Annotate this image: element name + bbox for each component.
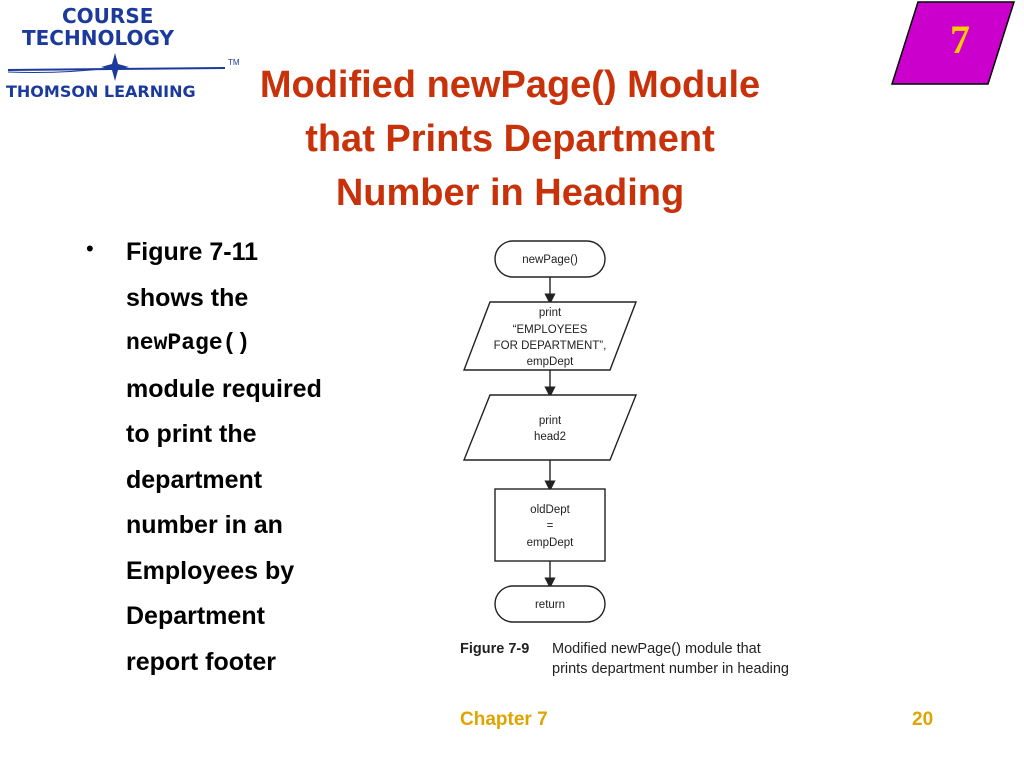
bullet-dot-icon: • [86, 236, 94, 261]
end-label: return [534, 599, 566, 611]
chapter-badge [890, 0, 1020, 88]
bullet-line: to print the [126, 420, 257, 448]
footer-chapter: Chapter 7 [460, 709, 548, 730]
chapter-number: 7 [950, 17, 970, 62]
io1-line: empDept [526, 356, 574, 368]
title-line-2: that Prints Department [305, 118, 715, 160]
bullet-item [86, 230, 386, 685]
title-line-3: Number in Heading [335, 172, 685, 214]
bullet-line: Department [126, 602, 265, 630]
bullet-line: Figure 7-11 [126, 238, 258, 266]
io1-line: “EMPLOYEES [512, 324, 588, 336]
bullet-line: shows the [126, 283, 249, 312]
process-line: oldDept [530, 504, 570, 516]
caption-line-2: prints department number in heading [552, 661, 789, 677]
io1-line: FOR DEPARTMENT”, [493, 340, 607, 352]
figure-number: Figure 7-9 [460, 641, 530, 657]
logo-line-3: THOMSON LEARNING [6, 82, 196, 101]
flowchart [450, 232, 650, 632]
io2-line: print [538, 415, 562, 427]
process-line: empDept [526, 537, 574, 549]
bullet-line: number in an [126, 511, 283, 539]
title-line-1: Modified newPage() Module [259, 64, 761, 106]
io2-line: head2 [534, 431, 566, 443]
io1-line: print [538, 307, 562, 319]
logo-line-1: COURSE [62, 4, 154, 28]
bullet-line: report footer [126, 647, 276, 676]
bullet-line: Employees by [126, 556, 295, 585]
process-line: = [546, 520, 554, 532]
bullet-line: module required [126, 374, 322, 403]
footer-page-number: 20 [912, 709, 934, 730]
trademark-mark: TM [228, 58, 240, 67]
bullet-list [86, 230, 386, 685]
figure-caption [460, 639, 789, 679]
logo-line-2: TECHNOLOGY [22, 26, 174, 50]
print-head2-io [464, 395, 636, 460]
slide-title [190, 58, 830, 220]
start-label: newPage() [522, 254, 578, 266]
caption-line-1: Modified newPage() module that [552, 641, 761, 657]
bullet-line: department [126, 465, 263, 494]
bullet-code-line: newPage() [126, 330, 251, 356]
